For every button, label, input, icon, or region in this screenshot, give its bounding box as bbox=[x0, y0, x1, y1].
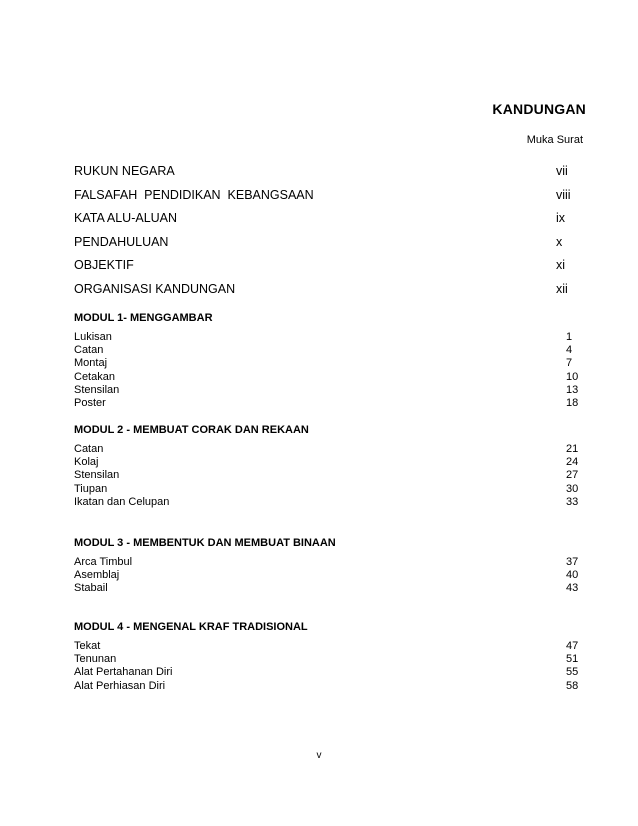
toc-entry-page: viii bbox=[556, 187, 571, 202]
toc-entry[interactable] bbox=[74, 188, 580, 212]
toc-entry-page: 30 bbox=[566, 482, 579, 495]
toc-entry[interactable] bbox=[74, 569, 580, 582]
toc-entry-page: xi bbox=[556, 258, 566, 272]
toc-entry-page: 18 bbox=[566, 397, 579, 410]
toc-entry-page: 33 bbox=[566, 495, 579, 508]
toc-entry-page: 1 bbox=[566, 331, 573, 343]
toc-entry[interactable] bbox=[74, 680, 580, 693]
toc-entry-page: 24 bbox=[566, 456, 579, 469]
page-column-label: Muka Surat bbox=[526, 134, 583, 146]
toc-entry-label: Montaj bbox=[74, 357, 108, 370]
toc-entry[interactable] bbox=[74, 556, 580, 569]
toc-entry-label: Catan bbox=[74, 443, 104, 455]
toc-entry[interactable] bbox=[74, 331, 580, 344]
toc-entry-label: Tekat bbox=[74, 640, 101, 652]
toc-entry-page: 10 bbox=[566, 370, 579, 383]
toc-entry-label: Asemblaj bbox=[74, 569, 120, 582]
toc-entry-page: xii bbox=[556, 281, 568, 296]
toc-entry[interactable] bbox=[74, 282, 580, 306]
toc-entry[interactable] bbox=[74, 397, 580, 410]
toc-entry-page: 58 bbox=[566, 679, 579, 692]
toc-entry[interactable] bbox=[74, 582, 580, 595]
toc-entry-page: 4 bbox=[566, 344, 573, 357]
toc-entry[interactable] bbox=[74, 496, 580, 509]
toc-entry-page: vii bbox=[556, 164, 568, 178]
toc-entry[interactable] bbox=[74, 443, 580, 456]
toc-entry-page: ix bbox=[556, 211, 566, 225]
toc-entry-label: RUKUN NEGARA bbox=[74, 164, 175, 178]
toc-entry-page: x bbox=[556, 234, 563, 249]
page-title: KANDUNGAN bbox=[492, 101, 586, 117]
toc-entry[interactable] bbox=[74, 344, 580, 357]
toc-entry-page: 27 bbox=[566, 469, 579, 482]
module-2-section bbox=[74, 423, 580, 509]
module-3-section bbox=[74, 536, 580, 596]
toc-entry-label: Stensilan bbox=[74, 469, 120, 482]
toc-entry-page: 51 bbox=[566, 653, 579, 666]
toc-entry[interactable] bbox=[74, 456, 580, 469]
toc-entry-label: ORGANISASI KANDUNGAN bbox=[74, 281, 236, 296]
module-title: MODUL 4 - MENGENAL KRAF TRADISIONAL bbox=[74, 621, 308, 633]
toc-entry[interactable] bbox=[74, 371, 580, 384]
toc-entry-label: Ikatan dan Celupan bbox=[74, 495, 170, 508]
module-title: MODUL 1- MENGGAMBAR bbox=[74, 312, 213, 324]
toc-entry-label: Tenunan bbox=[74, 653, 117, 666]
module-title: MODUL 3 - MEMBENTUK DAN MEMBUAT BINAAN bbox=[74, 537, 336, 549]
toc-entry[interactable] bbox=[74, 384, 580, 397]
toc-entry-label: Tiupan bbox=[74, 482, 108, 495]
toc-entry[interactable] bbox=[74, 666, 580, 679]
toc-entry-label: Lukisan bbox=[74, 331, 112, 343]
toc-entry-label: Poster bbox=[74, 397, 106, 410]
toc-entry[interactable] bbox=[74, 258, 580, 282]
toc-entry-label: FALSAFAH PENDIDIKAN KEBANGSAAN bbox=[74, 187, 314, 202]
toc-entry-label: Alat Pertahanan Diri bbox=[74, 666, 173, 679]
toc-entry-page: 21 bbox=[566, 443, 579, 455]
toc-entry-page: 37 bbox=[566, 556, 579, 568]
toc-entry[interactable] bbox=[74, 235, 580, 259]
toc-entry-label: Kolaj bbox=[74, 456, 99, 469]
toc-entry-page: 43 bbox=[566, 582, 579, 595]
toc-entry-label: Arca Timbul bbox=[74, 556, 133, 568]
toc-entry-label: PENDAHULUAN bbox=[74, 234, 169, 249]
toc-entry[interactable] bbox=[74, 164, 580, 188]
toc-entry-label: KATA ALU-ALUAN bbox=[74, 211, 178, 225]
module-title: MODUL 2 - MEMBUAT CORAK DAN REKAAN bbox=[74, 424, 309, 436]
front-matter-list bbox=[74, 164, 580, 305]
toc-entry-page: 7 bbox=[566, 357, 573, 370]
toc-entry-label: OBJEKTIF bbox=[74, 258, 134, 272]
toc-entry[interactable] bbox=[74, 211, 580, 235]
toc-entry-page: 55 bbox=[566, 666, 579, 679]
toc-entry[interactable] bbox=[74, 640, 580, 653]
toc-entry-label: Stensilan bbox=[74, 383, 120, 396]
toc-entry-label: Catan bbox=[74, 344, 104, 357]
toc-entry-label: Cetakan bbox=[74, 370, 115, 383]
toc-entry-page: 40 bbox=[566, 569, 579, 582]
toc-entry[interactable] bbox=[74, 469, 580, 482]
toc-entry-label: Alat Perhiasan Diri bbox=[74, 679, 166, 692]
page-number: v bbox=[316, 750, 322, 761]
toc-entry[interactable] bbox=[74, 483, 580, 496]
toc-entry[interactable] bbox=[74, 653, 580, 666]
module-1-section bbox=[74, 311, 580, 410]
toc-entry-label: Stabail bbox=[74, 582, 108, 595]
toc-entry-page: 47 bbox=[566, 640, 579, 652]
toc-entry[interactable] bbox=[74, 357, 580, 370]
toc-entry-page: 13 bbox=[566, 383, 579, 396]
module-4-section bbox=[74, 620, 580, 693]
